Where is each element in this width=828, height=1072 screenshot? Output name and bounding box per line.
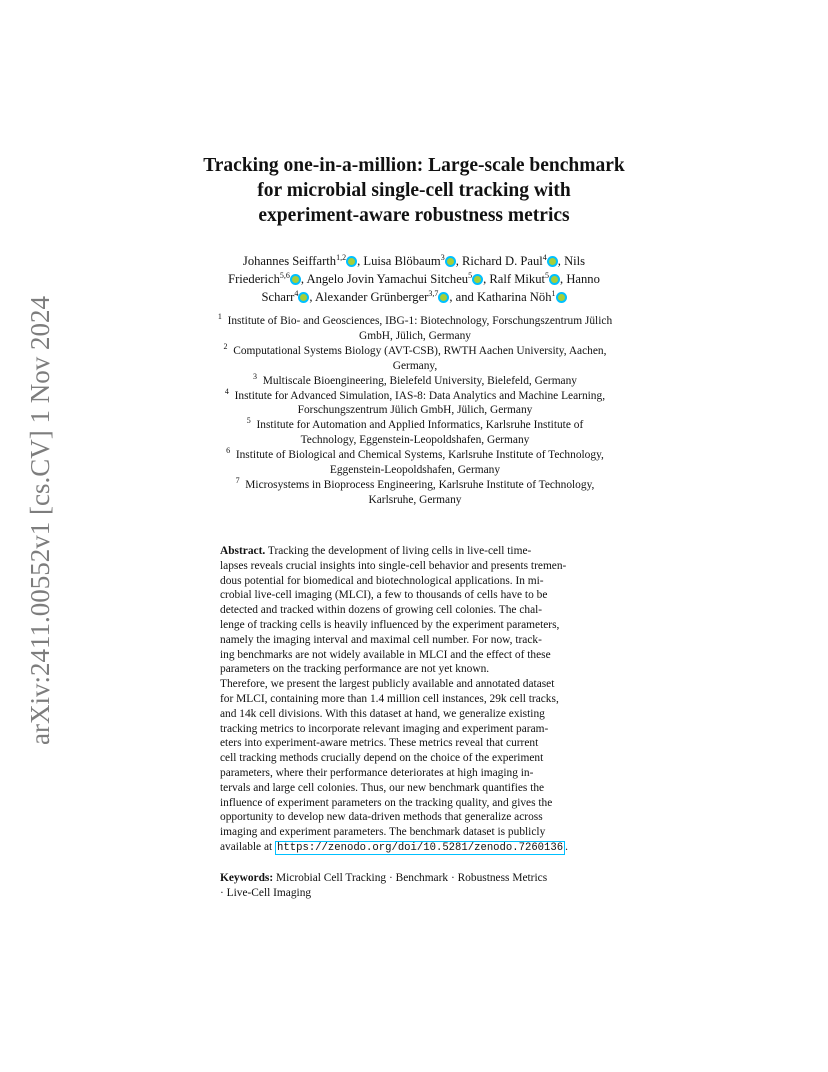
author-affil-sup: 1,2 <box>336 253 347 262</box>
abstract-line: namely the imaging interval and maximal cell number. For now, track- <box>220 633 542 646</box>
abstract-line: crobial live-cell imaging (MLCI), a few to thousands of cells have to be <box>220 589 548 602</box>
paper-title <box>170 153 658 228</box>
orcid-icon[interactable] <box>473 275 482 284</box>
affiliation-line <box>180 418 650 433</box>
affiliation-text: Institute of Biological and Chemical Systems, Karlsruhe Institute of Technology, <box>235 449 604 462</box>
abstract-label: Abstract. <box>220 545 266 557</box>
author-affil-sup: 3,7 <box>428 289 439 298</box>
abstract-text: available at <box>220 840 276 853</box>
abstract-line: cell tracking methods crucially depend on the choice of the experiment <box>220 752 544 765</box>
abstract-text: Tracking the development of living cells in live-cell time- <box>265 545 532 557</box>
keywords-text: Microbial Cell Tracking · Benchmark · Robustness Metrics <box>273 872 548 884</box>
abstract-line: parameters on the tracking performance are not yet known. <box>220 663 490 676</box>
abstract-line: imaging and experiment parameters. The benchmark dataset is publicly <box>220 826 546 839</box>
author-affil-sup: 5 <box>545 271 550 280</box>
author-name: Friederich <box>228 272 280 286</box>
keywords-line: · Live-Cell Imaging <box>220 886 312 899</box>
affiliation-line <box>180 371 650 389</box>
author-line <box>196 288 632 306</box>
affiliation-text: Computational Systems Biology (AVT-CSB), RWTH Aachen University, Aachen, <box>233 344 607 357</box>
author-name: , Angelo Jovin Yamachui Sitcheu <box>300 272 469 286</box>
abstract <box>220 544 612 856</box>
affiliation-line <box>180 448 650 463</box>
affiliation-number: 4 <box>224 386 229 396</box>
affiliation-text: Institute for Advanced Simulation, IAS-8: Data Analytics and Machine Learning, <box>234 389 606 402</box>
affiliation-line: Technology, Eggenstein-Leopoldshafen, Germany <box>300 434 530 447</box>
orcid-icon[interactable] <box>347 257 356 266</box>
author-line <box>196 252 632 270</box>
author-affil-sup: 5,6 <box>279 271 290 280</box>
abstract-line: eters into experiment-aware metrics. These metrics reveal that current <box>220 737 539 750</box>
abstract-line: tervals and large cell colonies. Thus, our new benchmark quantifies the <box>220 781 545 794</box>
affiliation-text: Institute of Bio- and Geosciences, IBG-1: Biotechnology, Forschungszentrum Jülich <box>227 315 613 327</box>
keywords <box>220 871 612 901</box>
abstract-line: for MLCI, containing more than 1.4 million cell instances, 29k cell tracks, <box>220 692 559 705</box>
orcid-icon[interactable] <box>446 257 455 266</box>
keywords-label: Keywords: <box>220 872 274 884</box>
abstract-line: ing benchmarks are not widely available in MLCI and the effect of these <box>220 648 551 661</box>
abstract-line: detected and tracked within dozens of growing cell colonies. The chal- <box>220 604 543 617</box>
abstract-line: parameters, where their performance deteriorates at high imaging in- <box>220 766 534 779</box>
affiliation-line: Eggenstein-Leopoldshafen, Germany <box>329 464 501 477</box>
title-line: experiment-aware robustness metrics <box>258 205 570 226</box>
arxiv-identifier-text: arXiv:2411.00552v1 [cs.CV] 1 Nov 2024 <box>24 295 55 745</box>
author-name: , Nils <box>557 254 586 268</box>
affiliation-number: 2 <box>223 341 228 351</box>
affiliation-number: 6 <box>226 446 231 456</box>
author-line <box>196 270 632 288</box>
affiliation-list <box>180 314 650 508</box>
affiliation-text: Institute for Automation and Applied Informatics, Karlsruhe Institute of <box>256 419 584 432</box>
author-affil-sup: 1 <box>551 289 556 298</box>
orcid-icon[interactable] <box>299 293 308 302</box>
abstract-line: influence of experiment parameters on the tracking quality, and gives the <box>220 796 553 809</box>
orcid-icon[interactable] <box>548 257 557 266</box>
keywords-line <box>220 871 612 886</box>
affiliation-number: 1 <box>217 312 222 321</box>
abstract-line: and 14k cell divisions. With this dataset at hand, we generalize existing <box>220 707 545 720</box>
affiliation-line: Forschungszentrum Jülich GmbH, Jülich, Germany <box>297 404 533 417</box>
author-name: , Luisa Blöbaum <box>357 254 441 268</box>
title-line: for microbial single-cell tracking with <box>257 180 571 201</box>
affiliation-text: Multiscale Bioengineering, Bielefeld University, Bielefeld, Germany <box>262 374 577 387</box>
orcid-icon[interactable] <box>557 293 566 302</box>
author-name: Scharr <box>261 290 295 304</box>
affiliation-line: GmbH, Jülich, Germany <box>359 329 471 342</box>
affiliation-number: 7 <box>235 475 240 485</box>
arxiv-identifier-stamp <box>22 288 58 752</box>
abstract-line <box>220 544 612 559</box>
affiliation-number: 3 <box>252 371 257 381</box>
abstract-line: Therefore, we present the largest publicly available and annotated dataset <box>220 678 555 691</box>
abstract-line: tracking metrics to incorporate relevant imaging and experiment param- <box>220 722 549 735</box>
author-affil-sup: 3 <box>440 253 445 262</box>
author-name: , Hanno <box>560 272 600 286</box>
abstract-line: lapses reveals crucial insights into single-cell behavior and presents tremen- <box>220 559 567 572</box>
abstract-line: dous potential for biomedical and biotechnological applications. In mi- <box>220 574 544 587</box>
affiliation-line: Karlsruhe, Germany <box>368 493 462 506</box>
affiliation-line <box>180 475 650 493</box>
author-name: , Richard D. Paul <box>455 254 543 268</box>
author-affil-sup: 4 <box>294 289 299 298</box>
affiliation-text: Microsystems in Bioprocess Engineering, Karlsruhe Institute of Technology, <box>245 478 595 491</box>
abstract-line <box>220 840 612 856</box>
orcid-icon[interactable] <box>550 275 559 284</box>
author-name: Johannes Seiffarth <box>242 254 337 268</box>
author-name: , and Katharina Nöh <box>449 290 552 304</box>
affiliation-number: 5 <box>246 416 251 426</box>
affiliation-line <box>180 386 650 404</box>
author-name: , Ralf Mikut <box>483 272 546 286</box>
author-list <box>196 252 632 306</box>
dataset-url-link[interactable]: https://zenodo.org/doi/10.5281/zenodo.7260136 <box>277 841 564 854</box>
author-affil-sup: 4 <box>542 253 547 262</box>
abstract-line: opportunity to develop new data-driven methods that generalize across <box>220 811 543 824</box>
orcid-icon[interactable] <box>291 275 300 284</box>
affiliation-line <box>180 314 650 329</box>
author-affil-sup: 5 <box>468 271 473 280</box>
orcid-icon[interactable] <box>439 293 448 302</box>
title-line: Tracking one-in-a-million: Large-scale benchmark <box>203 155 625 176</box>
affiliation-line <box>180 341 650 359</box>
author-name: , Alexander Grünberger <box>309 290 429 304</box>
affiliation-line: Germany, <box>392 359 438 372</box>
abstract-text: . <box>565 840 568 853</box>
abstract-line: lenge of tracking cells is heavily influenced by the experiment parameters, <box>220 618 560 631</box>
